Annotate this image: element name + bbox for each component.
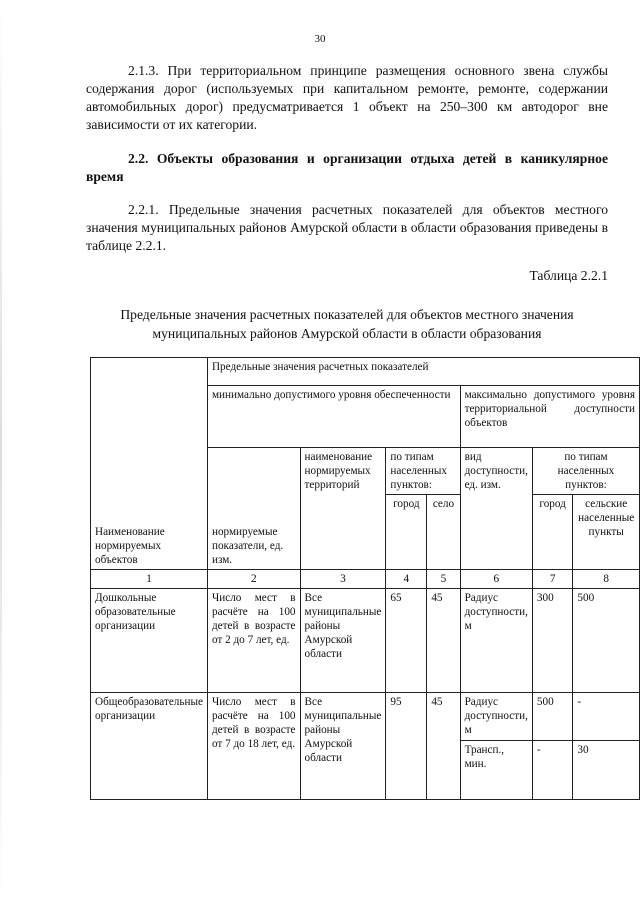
row-indicator: Число мест в расчёте на 100 детей в возрасте от 2 до 7 лет, ед. (207, 589, 300, 693)
header-city-2: город (532, 495, 572, 570)
paragraph-2-1-3: 2.1.3. При территориальном принципе размещения основного звена службы содержания дорог (используемых при капитальном ремонте, ремонте, содержании автомобильных дорог) предусматривается 1 объект на 250–300 км автодорог вне зависимости от их категории. (86, 63, 608, 132)
col-number: 2 (207, 570, 300, 589)
col-number: 8 (573, 570, 640, 589)
row-city-value: 95 (386, 693, 427, 800)
header-access-type: вид доступности, ед. изм. (460, 448, 532, 570)
col-number: 3 (300, 570, 386, 589)
table-title: Предельные значения расчетных показателей для объектов местного значения муниципальных районов Амурской области в области образования (120, 307, 574, 341)
col-number: 6 (460, 570, 532, 589)
page-number: 30 (314, 33, 326, 45)
row-object: Общеобразовательные организации (91, 693, 208, 800)
row-city-value: 65 (386, 589, 427, 693)
row-access-rural: - (573, 693, 640, 741)
row-indicator: Число мест в расчёте на 100 детей в возрасте от 7 до 18 лет, ед. (207, 693, 300, 800)
header-rural: сельские населенные пункты (573, 495, 640, 570)
row-access-city: - (532, 741, 572, 800)
limits-table (90, 357, 640, 800)
row-access-rural: 500 (573, 589, 640, 693)
header-by-type-2: по типам населенных пунктов: (532, 448, 639, 495)
row-territory: Все муниципальные районы Амурской области (300, 589, 386, 693)
header-indicators: нормируемые показатели, ед. изм. (207, 448, 300, 570)
header-limits: Предельные значения расчетных показателей (207, 358, 639, 386)
header-village: село (427, 495, 460, 570)
scan-edge (0, 0, 2, 905)
header-territory: наименование нормируемых территорий (300, 448, 386, 570)
header-by-type: по типам населенных пунктов: (386, 448, 460, 495)
row-access-type: Радиус доступности, м (460, 589, 532, 693)
paragraph-2-2-1: 2.2.1. Предельные значения расчетных показателей для объектов местного значения муниципальных районов Амурской области в области образования приведены в таблице 2.2.1. (86, 202, 608, 253)
row-village-value: 45 (427, 589, 460, 693)
row-object: Дошкольные образовательные организации (91, 589, 208, 693)
row-access-rural: 30 (573, 741, 640, 800)
table-row (91, 589, 640, 693)
row-village-value: 45 (427, 693, 460, 800)
row-access-city: 500 (532, 693, 572, 741)
section-heading-2-2: 2.2. Объекты образования и организации отдыха детей в каникулярное время (86, 151, 608, 184)
header-city: город (386, 495, 427, 570)
row-access-type: Радиус доступности, м (460, 693, 532, 741)
col-number: 5 (427, 570, 460, 589)
header-max-level: максимально допустимого уровня территориальной доступности объектов (460, 386, 639, 448)
row-territory: Все муниципальные районы Амурской области (300, 693, 386, 800)
col-number: 7 (532, 570, 572, 589)
table-row (91, 693, 640, 741)
row-access-city: 300 (532, 589, 572, 693)
table-label: Таблица 2.2.1 (529, 268, 608, 283)
header-object-name: Наименование нормируемых объектов (91, 358, 208, 570)
col-number: 1 (91, 570, 208, 589)
row-access-type: Трансп., мин. (460, 741, 532, 800)
col-number: 4 (386, 570, 427, 589)
header-min-level: минимально допустимого уровня обеспеченности (207, 386, 460, 448)
